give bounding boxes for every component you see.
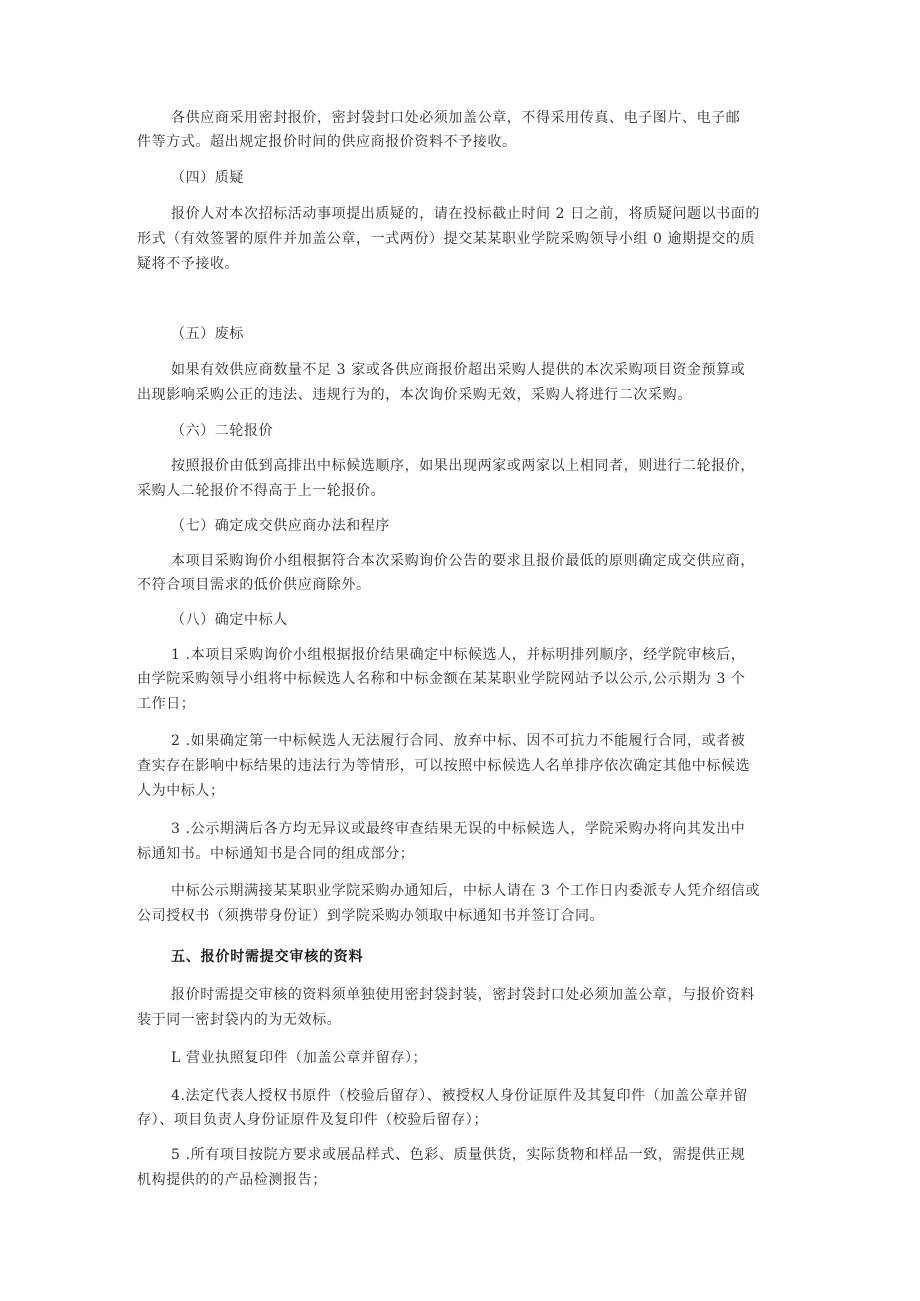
section-heading: （五）废标 [171,326,244,342]
chapter-heading: 五、报价时需提交审核的资料 [171,949,364,965]
list-item: 5 .所有项目按院方要求或展品样式、色彩、质量供货，实际货物和样品一致，需提供正规 [171,1147,746,1163]
body-line: 2 .如果确定第一中标候选人无法履行合同、放弃中标、因不可抗力不能履行合同，或者被 [171,733,746,749]
body-line: 装于同一密封袋内的为无效标。 [137,1012,342,1028]
body-line: 本项目采购询价小组根据符合本次采购询价公告的要求且报价最低的原则确定成交供应商， [171,553,755,569]
body-line: 形式（有效签署的原件并加盖公章，一式两份）提交某某职业学院采购领导小组 0 逾期提交的质 [137,231,756,247]
body-line: 公司授权书（须携带身份证）到学院采购办领取中标通知书并签订合同。 [137,908,605,924]
body-line: 人为中标人； [137,783,225,799]
body-line: 机构提供的的产品检测报告； [137,1172,327,1188]
body-line: 标通知书。中标通知书是合同的组成部分； [137,846,415,862]
body-line: 存）、项目负责人身份证原件及复印件（校验后留存）； [137,1112,488,1128]
body-line: 由学院采购领导小组将中标候选人名称和中标金额在某某职业学院网站予以公示,公示期为 3 个 [137,671,746,687]
body-line: 工作日； [137,696,196,712]
section-heading: （七）确定成交供应商办法和程序 [171,518,390,534]
body-line: 不符合项目需求的低价供应商除外。 [137,577,371,593]
body-line: 如果有效供应商数量不足 3 家或各供应商报价超出采购人提供的本次采购项目资金预算或 [171,362,746,378]
body-line: 1 .本项目采购询价小组根据报价结果确定中标候选人，并标明排列顺序，经学院审核后， [171,647,746,663]
body-line: 查实存在影响中标结果的违法行为等情形，可以按照中标候选人名单排序依次确定其他中标候选 [137,758,751,774]
section-heading: （六）二轮报价 [171,423,274,439]
list-item: 4.法定代表人授权书原件（校验后留存）、被授权人身份证原件及其复印件（加盖公章并留 [171,1088,748,1104]
body-line: 报价时需提交审核的资料须单独使用密封袋封装，密封袋封口处必须加盖公章，与报价资料 [171,987,755,1003]
body-line: 出现影响采购公正的违法、违规行为的，本次询价采购无效，采购人将进行二次采购。 [137,387,692,403]
section-heading: （四）质疑 [171,170,244,186]
body-line: 采购人二轮报价不得高于上一轮报价。 [137,483,386,499]
body-line: 中标公示期满接某某职业学院采购办通知后，中标人请在 3 个工作日内委派专人凭介绍信或 [171,883,761,899]
body-line: 3 .公示期满后各方均无异议或最终审查结果无误的中标候选人，学院采购办将向其发出中 [171,821,746,837]
body-line: 件等方式。超出规定报价时间的供应商报价资料不予接收。 [137,134,517,150]
body-line: 疑将不予接收。 [137,256,240,272]
body-line: 按照报价由低到高排出中标候选顺序，如果出现两家或两家以上相同者，则进行二轮报价， [171,458,755,474]
section-heading: （八）确定中标人 [171,612,288,628]
body-line: 报价人对本次招标活动事项提出质疑的，请在投标截止时间 2 日之前，将质疑问题以书面的 [171,206,761,222]
list-item: L 营业执照复印件（加盖公章并留存）； [171,1050,428,1066]
body-line: 各供应商采用密封报价，密封袋封口处必须加盖公章，不得采用传真、电子图片、电子邮 [171,110,741,126]
